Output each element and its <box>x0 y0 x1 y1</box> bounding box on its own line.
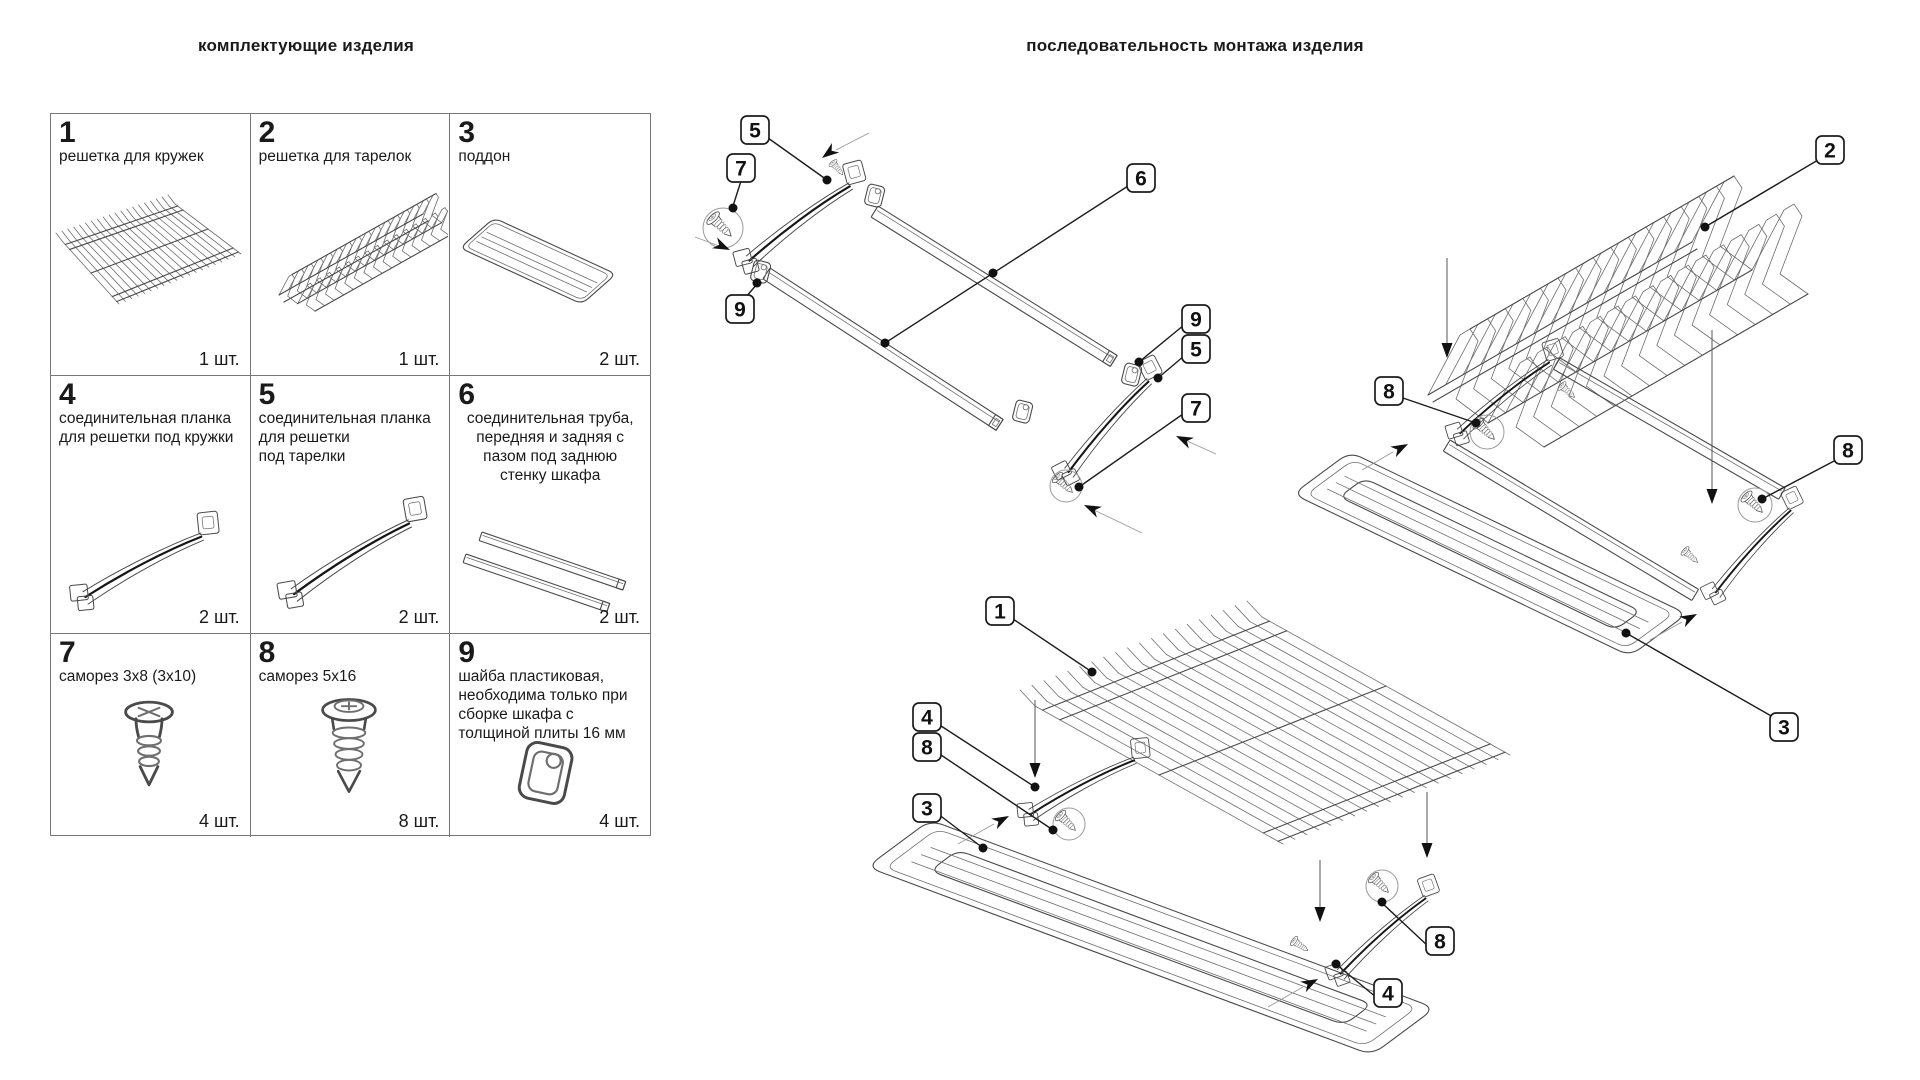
part-quantity: 8 шт. <box>398 811 440 831</box>
components-title: комплектующие изделия <box>197 36 415 55</box>
tray-illustration <box>464 220 613 302</box>
svg-text:2: 2 <box>1824 139 1836 163</box>
part-quantity: 4 шт. <box>599 811 640 831</box>
screw-large-illustration <box>322 699 375 791</box>
callout-4 <box>1374 979 1402 1007</box>
part-number: 7 <box>59 636 76 669</box>
screw-small-illustration <box>126 702 173 785</box>
tray-illustration <box>1299 455 1682 653</box>
svg-text:8: 8 <box>921 736 933 760</box>
svg-text:9: 9 <box>1190 308 1202 332</box>
svg-text:3: 3 <box>1778 716 1790 740</box>
part-number: 5 <box>258 378 276 411</box>
part-cell-8 <box>251 634 451 837</box>
part-name: саморез 5х16 <box>258 668 357 685</box>
part-cell-1 <box>51 114 251 376</box>
part-cell-2 <box>251 114 451 376</box>
svg-text:4: 4 <box>921 706 933 730</box>
callout-9 <box>1182 305 1210 333</box>
part-number: 8 <box>258 636 276 669</box>
svg-text:9: 9 <box>734 298 746 322</box>
callout-1 <box>986 597 1014 625</box>
svg-text:4: 4 <box>1382 982 1394 1006</box>
callout-2 <box>1816 136 1844 164</box>
parts-table <box>50 113 651 836</box>
part-quantity: 4 шт. <box>198 811 240 831</box>
frame-assembly-diagram <box>695 116 1216 533</box>
part-number: 1 <box>59 116 76 149</box>
part-name: саморез 3х8 (3х10) <box>59 668 197 685</box>
mug-rack-assembly-diagram <box>873 597 1510 1052</box>
svg-text:8: 8 <box>1434 930 1446 954</box>
part-quantity: 2 шт. <box>398 607 440 627</box>
part-cell-7 <box>51 634 251 837</box>
tray-illustration <box>873 823 1429 1052</box>
part-name: решетка для кружек <box>59 148 204 165</box>
svg-text:1: 1 <box>994 600 1006 624</box>
callout-8 <box>913 733 941 761</box>
mug-rack-illustration <box>1020 601 1510 844</box>
tube-illustration <box>763 206 1117 430</box>
callout-4 <box>913 703 941 731</box>
part-number: 9 <box>458 636 476 669</box>
svg-text:8: 8 <box>1383 380 1395 404</box>
part-cell-5 <box>251 376 451 634</box>
part-name: решетка для тарелок <box>258 148 412 165</box>
svg-text:3: 3 <box>921 797 933 821</box>
callout-9 <box>726 295 754 323</box>
callout-5 <box>741 116 769 144</box>
leader-lines <box>729 138 1185 492</box>
part-quantity: 2 шт. <box>599 349 640 369</box>
svg-text:5: 5 <box>749 119 761 143</box>
part-quantity: 2 шт. <box>599 607 640 627</box>
screw-icon <box>703 158 1082 502</box>
svg-text:6: 6 <box>1135 167 1147 191</box>
connecting-plank-plates-illustration <box>266 496 438 610</box>
part-name: соединительная планка для решетки под кружки <box>59 410 234 446</box>
screw-icon <box>1053 808 1398 955</box>
part-quantity: 1 шт. <box>398 349 440 369</box>
direction-arrow-icon <box>695 133 1216 533</box>
part-number: 2 <box>258 116 276 149</box>
part-name: поддон <box>458 148 511 165</box>
part-name: шайба пластиковая, необходима только при сборке шкафа с толщиной плиты 16 мм <box>458 668 628 742</box>
part-number: 6 <box>458 378 476 411</box>
part-name: соединительная планка для решетки под тарелки <box>258 410 431 465</box>
part-number: 4 <box>59 378 76 411</box>
part-quantity: 1 шт. <box>198 349 240 369</box>
mug-rack-illustration <box>56 195 241 304</box>
plastic-washer-illustration <box>518 740 575 805</box>
assembly-title: последовательность монтажа изделия <box>1026 36 1364 55</box>
svg-text:5: 5 <box>1190 338 1202 362</box>
part-cell-4 <box>51 376 251 634</box>
callout-3 <box>1770 713 1798 741</box>
svg-text:7: 7 <box>735 157 747 181</box>
callout-3 <box>913 794 941 822</box>
svg-text:7: 7 <box>1190 397 1202 421</box>
connecting-plank-illustration <box>718 157 1189 489</box>
plate-rack-assembly-diagram <box>1299 136 1862 741</box>
callout-8 <box>1426 927 1454 955</box>
callout-8 <box>1375 377 1403 405</box>
screw-icon <box>1470 415 1772 522</box>
connecting-plank-mugs-illustration <box>63 511 226 611</box>
part-name: соединительная труба, передняя и задняя с пазом под заднюю стенку шкафа <box>466 410 634 484</box>
leader-lines <box>1403 160 1836 717</box>
part-number: 3 <box>458 116 476 149</box>
callout-6 <box>1127 164 1155 192</box>
svg-text:8: 8 <box>1842 439 1854 463</box>
direction-arrow-icon <box>1362 258 1718 640</box>
callout-5 <box>1182 335 1210 363</box>
callout-8 <box>1834 436 1862 464</box>
callout-7 <box>1182 394 1210 422</box>
connecting-plank-illustration <box>1011 737 1458 988</box>
callout-7 <box>727 154 755 182</box>
plate-rack-illustration <box>279 194 448 312</box>
part-quantity: 2 шт. <box>198 607 240 627</box>
assembly-diagrams <box>600 60 1920 1080</box>
